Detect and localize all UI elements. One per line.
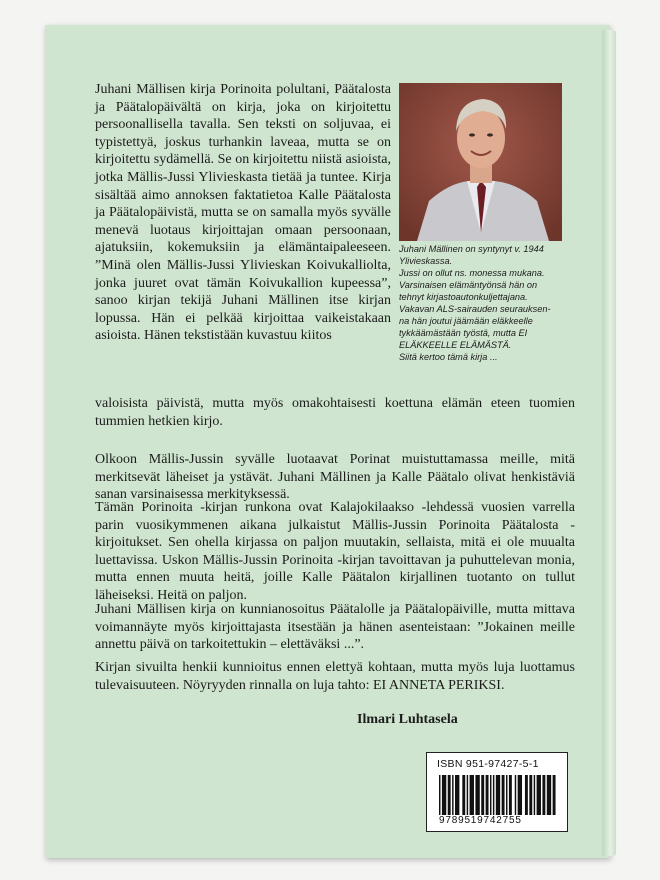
barcode-bar [442,775,446,815]
signature: Ilmari Luhtasela [357,712,458,727]
caption-line: tykkäämästään työstä, mutta EI [399,328,528,338]
barcode-bar [496,775,500,815]
barcode-bar [467,775,468,815]
barcode-bar [481,775,484,815]
paragraph-1: Juhani Mällisen kirja Porinoita polultani, Päätalosta ja Päätalopäivältä on kirja, joka on kirjoitettu persoonallisella tavalla. Sen teksti on soljuvaa, ei typistettyä, joskus turhankin laveaa, mutta se on kirjoitettu sydämellä. Se on kirjoitettu niistä asioista, jotka Mällis-Jussi Ylivieskasta tietää ja tuntee. Kirja sisältää aimo annoksen faktatietoa Kalle Päätalosta ja Päätalopäivistä, mutta se on samalla myös syvälle menevä luotaus kirjoittajan omaan persoonaan, ajatuksiin, kokemuksiin ja elämäntaipaleeseen. ”Minä olen Mällis-Jussi Ylivieskan Koivukalliolta, jonka juuret ovat tämän Koivukallion kupeessa”, sanoo kirjan tekijä Juhani Mällinen itse kirjan lopussa. Hän ei pelkää kirjoittaa vaikeistakaan asioista. Hänen tekstistään kuvastuu kiitos [95,82,391,344]
caption-line: Vakavan ALS-sairauden seurauksen- [399,304,551,314]
caption-line: tehnyt kirjastoautonkuljettajana. [399,292,528,302]
paragraph-5: Kirjan sivuilta henkii kunnioitus ennen elettyä kohtaan, mutta myös luja luottamus tulevaisuuteen. Nöyryyden rinnalla on luja tahto: EI ANNETA PERIKSI. [95,660,575,693]
isbn-label: ISBN 951-97427-5-1 [437,758,539,770]
barcode-bar [493,775,494,815]
author-photo [399,83,562,241]
barcode-bar [525,775,528,815]
barcode-bar [439,775,440,815]
barcode-bar [547,775,551,815]
caption-line: Ylivieskassa. [399,256,453,266]
caption-line: Jussi on ollut ns. monessa mukana. [399,268,545,278]
barcode-bar [506,775,507,815]
caption-line: ELÄKKEELLE ELÄMÄSTÄ. [399,340,512,350]
barcode [439,775,557,815]
caption-line: Varsinaisen elämäntyönsä hän on [399,280,538,290]
paragraph-4: Juhani Mällisen kirja on kunnianosoitus Päätalolle ja Päätalopäiville, mutta mittava voimannäyte myös kirjoittajasta itsestään ja hänen asenteistaan: ”Jokainen meille annettu päivä on tarkoitettukin – elettäväksi ...”. [95,602,575,653]
caption-line: Siitä kertoo tämä kirja ... [399,352,498,362]
barcode-bar [486,775,489,815]
paragraph-1-continued: valoisista päivistä, mutta myös omakohtaisesti koettuna elämän eteen tuomien tummien hetkien kirjo. [95,396,575,429]
paragraph-2: Olkoon Mällis-Jussin syvälle luotaavat Porinat muistuttamassa meille, mitä merkitsevät läheiset ja ystävät. Juhani Mällinen ja Kalle Päätalo olivat henkistäviä sanan varsinaisessa merkityksessä. [95,452,575,503]
barcode-bar [470,775,474,815]
barcode-bar [462,775,465,815]
photo-caption [399,243,577,363]
barcode-bar [537,775,541,815]
barcode-bar [518,775,522,815]
barcode-bar [509,775,512,815]
barcode-bar [542,775,545,815]
barcode-bar [515,775,516,815]
caption-line: Juhani Mällinen on syntynyt v. 1944 [399,244,544,254]
barcode-bar [502,775,505,815]
caption-line: na hän joutui jäämään eläkkeelle [399,316,533,326]
isbn-barcode-box [426,752,568,832]
barcode-bar [529,775,532,815]
barcode-bar [452,775,453,815]
barcode-bar [475,775,479,815]
paragraph-3: Tämän Porinoita -kirjan runkona ovat Kalajokilaakso -lehdessä vuosien varrella parin vuosikymmenen aikana julkaistut Mällis-Jussin Porinoita Päätalosta -kirjoitukset. Sen ohella kirjassa on paljon muutakin, sellaista, mitä ei ole muualta luettavissa. Uskon Mällis-Jussin Porinoita -kirjan tavoittavan ja puhuttelevan monia, mutta ennen muuta heitä, joille Kalle Päätalon kirjallinen tuotanto on tullut läheiseksi. Heitä on paljon. [95,500,575,603]
barcode-digits: 9789519742755 [439,815,522,826]
barcode-bar [553,775,556,815]
book-spine-edge [602,30,616,856]
barcode-bar [490,775,491,815]
barcode-bar [455,775,459,815]
barcode-bar [534,775,535,815]
barcode-bar [448,775,451,815]
